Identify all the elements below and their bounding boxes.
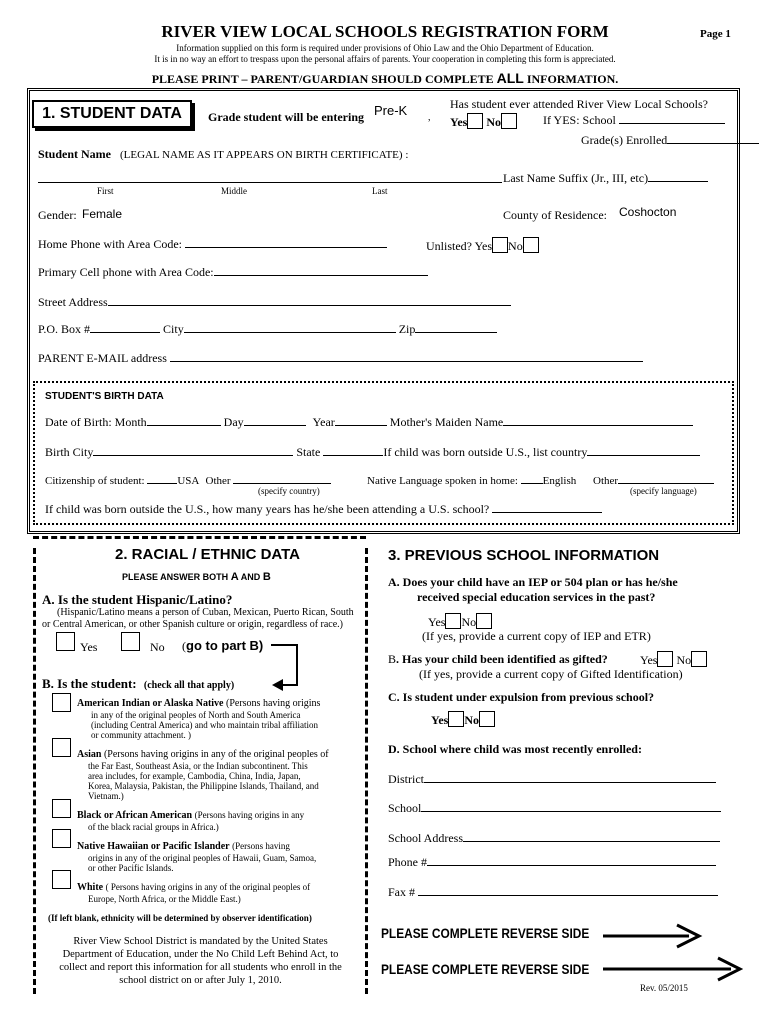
school-field[interactable] [421, 801, 721, 812]
dob-day-label: Day [223, 415, 244, 429]
hispanic-def-1: (Hispanic/Latino means a person of Cuban, Mexican, Puerto Rican, South [57, 607, 354, 618]
english-label: English [542, 475, 577, 487]
zip-field[interactable] [415, 322, 497, 333]
suffix-label: Last Name Suffix (Jr., III, etc) [503, 171, 649, 185]
email-row [38, 351, 643, 366]
home-phone-row [38, 237, 387, 252]
info-line-1: Information supplied on this form is required under provisions of Ohio Law and the Ohio Department of Education. [176, 43, 594, 53]
nclb-line-4: school district on or after July 1, 2010. [119, 975, 282, 986]
dob-month-field[interactable] [147, 415, 221, 426]
race-asian-desc-1: (Persons having origins in any of the original peoples of [103, 749, 329, 760]
race-asian-desc-2: the Far East, Southeast Asia, or the Indian subcontinent. This [88, 761, 308, 771]
street-row [38, 295, 511, 310]
race-hawaiian [77, 841, 290, 852]
expulsion-yes-label: Yes [431, 713, 449, 727]
gender-value[interactable]: Female [82, 207, 123, 221]
go-to-b-arrow-icon [270, 643, 304, 693]
right-arrow-icon [603, 955, 743, 983]
cell-phone-row [38, 265, 428, 280]
reverse-side-note-2: PLEASE COMPLETE REVERSE SIDE [381, 961, 590, 977]
po-box-label: P.O. Box # [38, 322, 91, 336]
outside-country-label: If child was born outside U.S., list country [383, 445, 588, 459]
fax-field[interactable] [418, 885, 718, 896]
race-white-name: White [77, 882, 104, 893]
dob-year-label: Year [312, 415, 335, 429]
hispanic-def-2: or Central American, or other Spanish culture or origin, regardless of race.) [42, 619, 344, 630]
form-title: RIVER VIEW LOCAL SCHOOLS REGISTRATION FORM [161, 22, 609, 41]
race-asian-desc-3: area includes, for example, Cambodia, China, India, Japan, [88, 771, 301, 781]
last-caption: Last [372, 186, 388, 196]
dob-year-field[interactable] [335, 415, 387, 426]
birth-data-title: STUDENT'S BIRTH DATA [45, 391, 164, 402]
citizenship-usa-label: USA [177, 475, 199, 487]
state-field[interactable] [323, 445, 383, 456]
race-asian-desc-5: Vietnam.) [88, 791, 124, 801]
race-hawaiian-desc-2: origins in any of the original peoples of Hawaii, Guam, Samoa, [88, 853, 317, 863]
check-all-note: (check all that apply) [143, 680, 235, 691]
unlisted-no-checkbox[interactable] [523, 237, 539, 253]
student-name-field-row [38, 172, 502, 187]
race-american-indian-desc [91, 710, 318, 740]
citizenship-row [45, 473, 331, 487]
citizenship-label: Citizenship of student: [45, 475, 145, 487]
fax-row [388, 885, 718, 900]
citizenship-other-label: Other [205, 475, 231, 487]
dob-month-label: Date of Birth: Month [45, 415, 147, 429]
phone-field[interactable] [427, 855, 716, 866]
gifted-letter: B [388, 652, 397, 666]
print-all: ALL [496, 70, 524, 86]
expulsion-no-checkbox[interactable] [479, 711, 495, 727]
race-hawaiian-checkbox[interactable] [52, 829, 71, 848]
unlisted-no-label: No [508, 239, 523, 253]
dob-day-field[interactable] [244, 415, 306, 426]
gifted-no-label: No [676, 653, 692, 667]
race-black-desc-2: of the black racial groups in Africa.) [88, 822, 219, 832]
birth-place-row [45, 445, 700, 460]
race-american-indian-desc-1: (Persons having origins [226, 698, 321, 709]
blank-note: (If left blank, ethnicity will be determined by observer identification) [48, 913, 312, 923]
race-asian-desc-4: Korea, Malaysia, Pakistan, the Philippine Islands, Thailand, and [88, 781, 319, 791]
page-number: Page 1 [700, 28, 731, 40]
dob-row [45, 415, 693, 430]
ethnic-title: 2. RACIAL / ETHNIC DATA [115, 546, 301, 563]
race-american-indian-desc-4: or community attachment. ) [91, 730, 191, 740]
school-address-field[interactable] [463, 831, 720, 842]
if-yes-school-label: If YES: School [543, 113, 616, 127]
race-hawaiian-desc [88, 853, 316, 873]
state-label: State [296, 445, 321, 459]
info-line-2: It is in no way an effort to trespass upon the personal affairs of parents. Your cooperation in completing this form is appreciated. [154, 54, 616, 64]
race-american-indian-desc-2: in any of the original peoples of North and South America [91, 710, 301, 720]
grade-label: Grade student will be entering [208, 110, 364, 124]
years-us-row [45, 502, 602, 517]
gifted-no-checkbox[interactable] [691, 651, 707, 667]
if-yes-school-row [543, 113, 725, 128]
birth-city-label: Birth City [45, 445, 94, 459]
gender-label: Gender: [38, 208, 77, 222]
city-field[interactable] [184, 322, 396, 333]
grade-value[interactable]: Pre-K [374, 103, 408, 118]
please-answer-both [122, 571, 271, 583]
fax-label: Fax # [388, 885, 415, 899]
maiden-name-label: Mother's Maiden Name [389, 415, 504, 429]
gifted-note: (If yes, provide a current copy of Gifted Identification) [419, 667, 683, 681]
grades-enrolled-field[interactable] [667, 133, 759, 144]
expulsion-question: C. Is student under expulsion from previous school? [388, 690, 655, 704]
attended-no-label: No [486, 115, 502, 129]
race-asian-desc [88, 761, 319, 801]
race-american-indian-checkbox[interactable] [52, 693, 71, 712]
attended-no-checkbox[interactable] [501, 113, 517, 129]
middle-caption: Middle [221, 186, 247, 196]
race-asian-checkbox[interactable] [52, 738, 71, 757]
race-white-desc-2: Europe, North Africa, or the Middle East.) [88, 894, 241, 904]
grades-enrolled-row [581, 133, 759, 148]
previous-rv-school-field[interactable] [619, 113, 725, 124]
race-black-checkbox[interactable] [52, 799, 71, 818]
unlisted-row [426, 237, 539, 254]
ethnic-frame-top [33, 536, 366, 539]
school-row [388, 801, 721, 816]
years-us-label: If child was born outside the U.S., how many years has he/she been attending a U.S. school? [45, 502, 490, 516]
gifted-yes-checkbox[interactable] [657, 651, 673, 667]
district-label: District [388, 772, 424, 786]
iep-note: (If yes, provide a current copy of IEP and ETR) [422, 629, 651, 643]
race-black-desc-1: (Persons having origins in any [194, 810, 305, 820]
language-other-field[interactable] [618, 473, 714, 484]
specify-language-caption: (specify language) [630, 486, 697, 496]
email-label: PARENT E-MAIL address [38, 351, 167, 365]
student-name-label: Student Name [38, 147, 112, 161]
attended-answer-row [450, 113, 517, 130]
attended-yes-checkbox[interactable] [467, 113, 483, 129]
iep-question-1: A. Does your child have an IEP or 504 plan or has he/she [388, 575, 678, 589]
suffix-field[interactable] [648, 171, 708, 182]
gifted-question-text: . Has your child been identified as gifted? [396, 652, 608, 666]
student-name-field[interactable] [38, 172, 502, 183]
race-white-desc-1: ( Persons having origins in any of the original peoples of [105, 882, 311, 892]
specify-country-caption: (specify country) [258, 486, 320, 496]
race-question [42, 676, 234, 692]
iep-no-checkbox[interactable] [476, 613, 492, 629]
native-language-row [367, 473, 714, 487]
student-name-hint: (LEGAL NAME AS IT APPEARS ON BIRTH CERTIFICATE) : [120, 149, 409, 161]
nclb-line-1: River View School District is mandated by the United States [73, 936, 328, 947]
student-name-row [38, 147, 408, 162]
expulsion-answer-row [431, 711, 495, 728]
iep-no-label: No [461, 615, 477, 629]
phone-label: Phone # [388, 855, 427, 869]
street-label: Street Address [38, 295, 108, 309]
recent-school-question: D. School where child was most recently enrolled: [388, 742, 642, 756]
grade-dot: , [428, 112, 431, 123]
race-white [77, 882, 310, 893]
print-prefix: PLEASE PRINT – PARENT/GUARDIAN SHOULD COMPLETE [151, 72, 497, 86]
iep-yes-label: Yes [428, 615, 446, 629]
previous-school-title: 3. PREVIOUS SCHOOL INFORMATION [388, 547, 660, 564]
school-address-row [388, 831, 720, 846]
gifted-answer-row [640, 651, 707, 668]
school-label: School [388, 801, 422, 815]
district-field[interactable] [424, 772, 716, 783]
reverse-side-note-1: PLEASE COMPLETE REVERSE SIDE [381, 925, 590, 941]
email-field[interactable] [170, 351, 643, 362]
ethnic-frame-left [33, 548, 36, 994]
race-american-indian-desc-3: (including Central America) and who maintain tribal affiliation [91, 720, 319, 730]
revision-date: Rev. 05/2015 [640, 983, 688, 993]
home-phone-label: Home Phone with Area Code: [38, 237, 182, 251]
print-suffix: INFORMATION. [523, 72, 619, 86]
grades-enrolled-label: Grade(s) Enrolled [581, 133, 668, 147]
please-answer-b: B [262, 571, 271, 583]
attended-question: Has student ever attended River View Local Schools? [450, 97, 708, 111]
outside-country-field[interactable] [587, 445, 700, 456]
hispanic-yes-label: Yes [80, 640, 98, 654]
hispanic-no-checkbox[interactable] [121, 632, 140, 651]
race-black-name: Black or African American [77, 810, 193, 821]
home-phone-field[interactable] [185, 237, 387, 248]
first-caption: First [97, 186, 114, 196]
city-label: City [163, 322, 184, 336]
unlisted-yes-label: Yes [474, 239, 493, 253]
race-hawaiian-name: Native Hawaiian or Pacific Islander [77, 841, 230, 852]
race-hawaiian-desc-3: or other Pacific Islands. [88, 863, 174, 873]
po-city-zip-row [38, 322, 497, 337]
race-white-checkbox[interactable] [52, 870, 71, 889]
maiden-name-field[interactable] [503, 415, 693, 426]
nclb-line-3: collect and report this information for all students who enroll in the [59, 962, 342, 973]
nclb-line-2: Department of Education, under the No Child Left Behind Act, to [62, 949, 339, 960]
po-box-field[interactable] [90, 322, 160, 333]
please-answer-and: AND [238, 572, 263, 582]
birth-city-field[interactable] [93, 445, 293, 456]
street-field[interactable] [108, 295, 511, 306]
iep-yes-checkbox[interactable] [445, 613, 461, 629]
unlisted-label: Unlisted? [426, 239, 472, 253]
phone-row [388, 855, 716, 870]
unlisted-yes-checkbox[interactable] [492, 237, 508, 253]
race-american-indian-name: American Indian or Alaska Native [77, 698, 224, 709]
county-value[interactable]: Coshocton [619, 205, 677, 219]
language-other-label: Other [593, 475, 619, 487]
please-answer-a: A [230, 571, 239, 583]
iep-answer-row [428, 613, 492, 630]
iep-question-2: received special education services in the past? [417, 590, 656, 604]
years-us-field[interactable] [492, 502, 602, 513]
race-american-indian [77, 698, 320, 709]
cell-phone-field[interactable] [214, 265, 428, 276]
hispanic-yes-checkbox[interactable] [56, 632, 75, 651]
attended-yes-label: Yes [450, 115, 468, 129]
race-asian-name: Asian [77, 749, 102, 760]
go-to-b-text: go to part B) [186, 638, 264, 653]
gifted-yes-label: Yes [640, 653, 658, 667]
school-address-label: School Address [388, 831, 463, 845]
go-to-b [182, 638, 263, 654]
native-language-label: Native Language spoken in home: [367, 475, 518, 487]
expulsion-yes-checkbox[interactable] [448, 711, 464, 727]
race-black [77, 810, 304, 821]
nclb-paragraph [38, 935, 363, 987]
cell-phone-label: Primary Cell phone with Area Code: [38, 265, 214, 279]
race-question-text: B. Is the student: [42, 676, 137, 691]
student-data-heading-box [32, 100, 192, 128]
print-instruction [0, 70, 770, 87]
hispanic-no-label: No [150, 640, 165, 654]
expulsion-no-label: No [464, 713, 480, 727]
please-answer-prefix: PLEASE ANSWER BOTH [122, 572, 231, 582]
right-arrow-icon [603, 923, 703, 949]
citizenship-other-field[interactable] [233, 473, 331, 484]
student-data-heading: 1. STUDENT DATA [42, 105, 182, 122]
zip-label: Zip [398, 322, 416, 336]
gifted-question [388, 652, 608, 667]
race-hawaiian-desc-1: (Persons having [232, 841, 290, 851]
go-to-b-paren: ( [182, 639, 186, 653]
county-label: County of Residence: [503, 208, 607, 222]
hispanic-question: A. Is the student Hispanic/Latino? [42, 592, 233, 607]
district-row [388, 772, 716, 787]
race-asian [77, 749, 329, 760]
english-field[interactable] [521, 473, 543, 484]
ethnic-frame-right [365, 548, 368, 994]
suffix-row [503, 171, 708, 186]
citizenship-usa-field[interactable] [147, 473, 177, 484]
